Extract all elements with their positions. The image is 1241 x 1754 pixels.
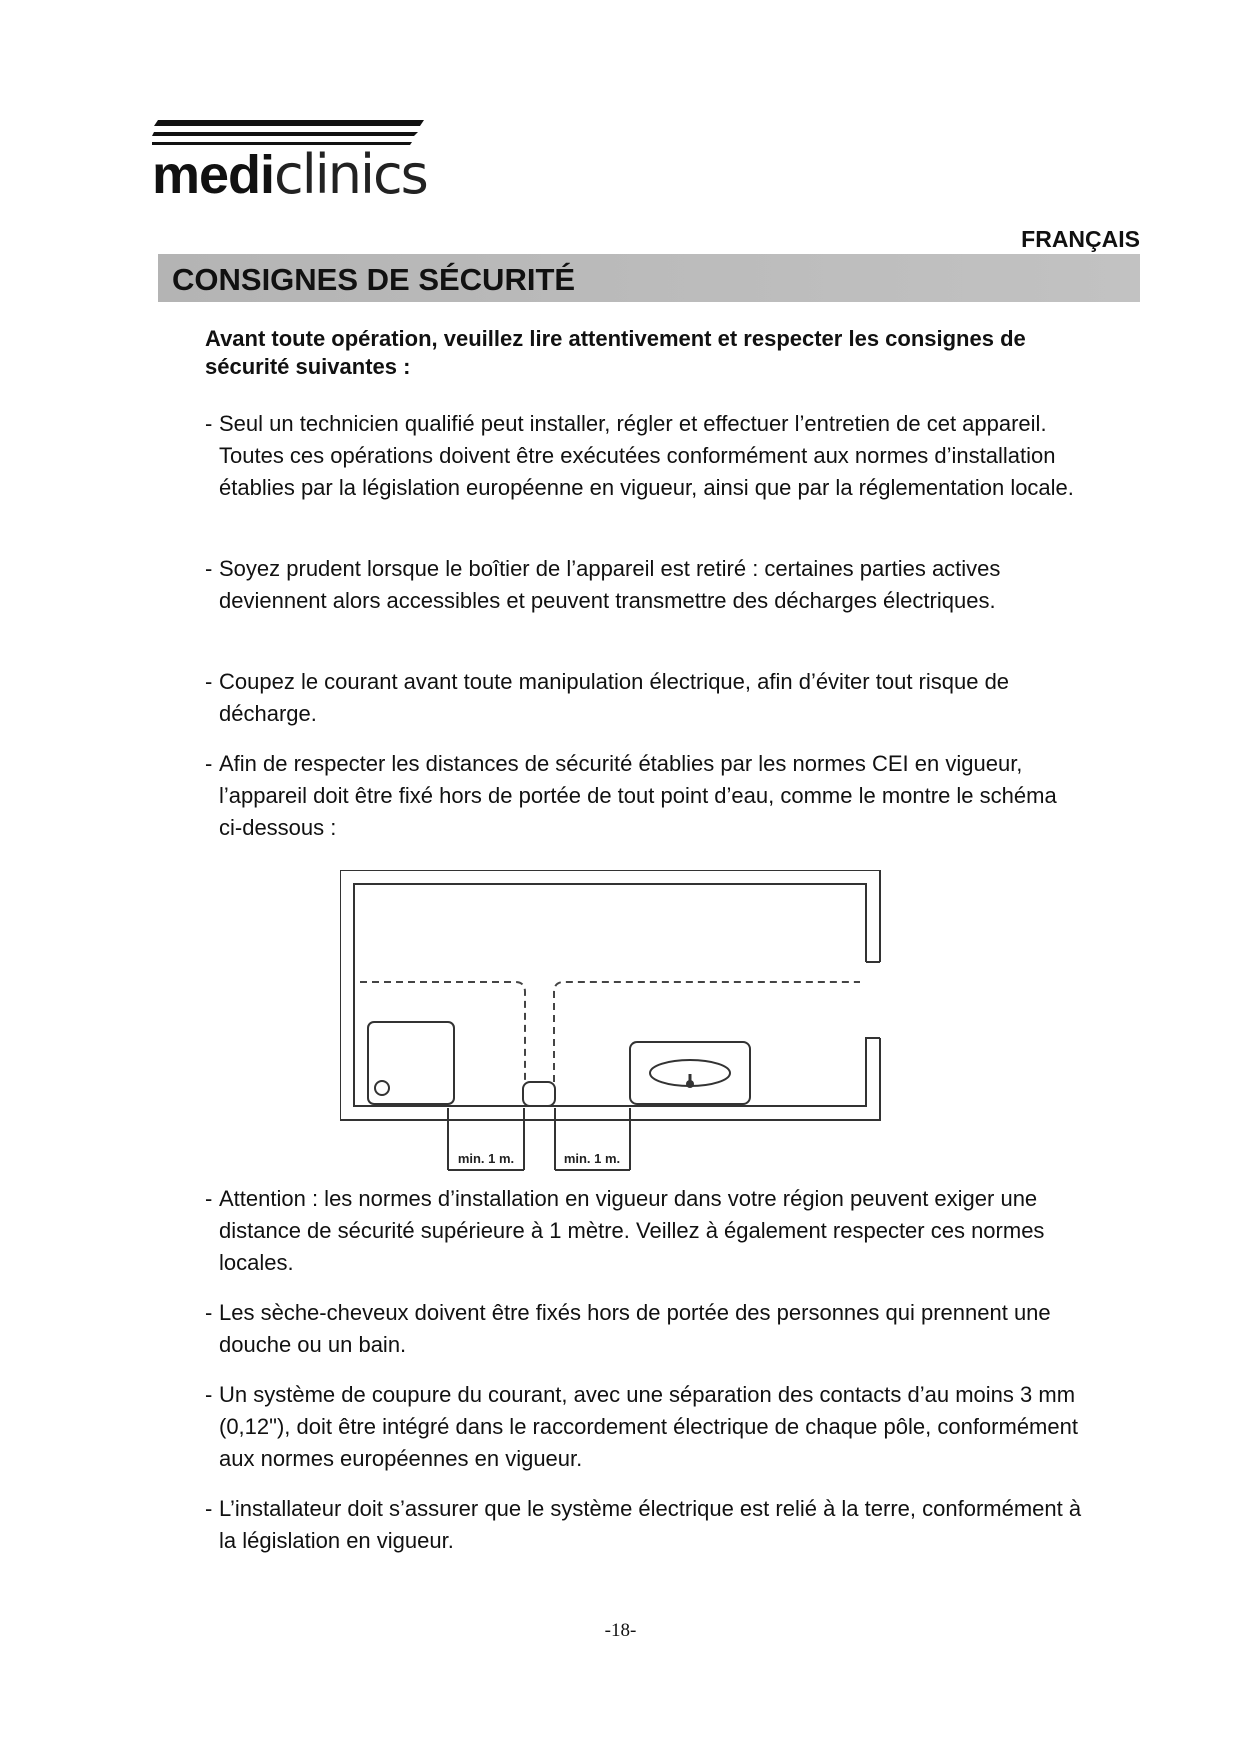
shower-drain [375,1081,389,1095]
safety-item-2 [205,553,1085,617]
safety-item-3 [205,666,1085,730]
bullet-dash: - [205,556,213,581]
mediclinics-logo [152,118,432,208]
safety-item-text: Un système de coupure du courant, avec une séparation des contacts d’au moins 3 mm (0,12"), doit être intégré dans le raccordement électrique de chaque pôle, conformément aux normes européennes en vigueur. [219,1382,1078,1471]
safety-item-text: Afin de respecter les distances de sécurité établies par les normes CEI en vigueur, l’appareil doit être fixé hors de portée de tout point d’eau, comme le montre le schéma ci-dessous : [219,751,1057,840]
distance-label-left: min. 1 m. [457,1151,515,1166]
safety-item-1 [205,408,1085,504]
bullet-dash: - [205,669,213,694]
safety-item-text: Coupez le courant avant toute manipulation électrique, afin d’éviter tout risque de décharge. [219,669,1010,726]
logo-wordmark [152,143,427,206]
safety-item-text: Seul un technicien qualifié peut installer, régler et effectuer l’entretien de cet appareil. Toutes ces opérations doivent être exécutées conformément aux normes d’installation établies par la législation européenne en vigueur, ainsi que par la réglementation locale. [219,411,1074,500]
safety-item-5 [205,1183,1085,1279]
safety-item-7 [205,1379,1085,1475]
section-title: CONSIGNES DE SÉCURITÉ [172,262,576,297]
hair-dryer-unit [523,1082,555,1106]
safety-item-4 [205,748,1085,844]
logo-text-light: clinics [274,143,427,206]
intro-text: Avant toute opération, veuillez lire attentivement et respecter les consignes de sécurité suivantes : [205,326,1026,379]
bullet-dash: - [205,1496,213,1521]
section-title-bar [158,254,1140,302]
safety-item-8 [205,1493,1085,1557]
bullet-dash: - [205,1186,213,1211]
page-number: -18- [604,1620,637,1641]
bathroom-distance-diagram [340,870,900,1185]
logo-text-bold: medi [152,145,275,205]
diagram-svg [340,870,900,1185]
bullet-dash: - [205,751,213,776]
safety-item-text: L’installateur doit s’assurer que le système électrique est relié à la terre, conformément à la législation en vigueur. [219,1496,1082,1553]
safety-item-text: Soyez prudent lorsque le boîtier de l’appareil est retiré : certaines parties actives deviennent alors accessibles et peuvent transmettre des décharges électriques. [219,556,1001,613]
bullet-dash: - [205,1382,213,1407]
safety-item-6 [205,1297,1085,1361]
language-label: FRANÇAIS [1021,226,1140,252]
bullet-dash: - [205,411,213,436]
bullet-dash: - [205,1300,213,1325]
safety-item-text: Les sèche-cheveux doivent être fixés hors de portée des personnes qui prennent une douche ou un bain. [219,1300,1051,1357]
distance-label-right: min. 1 m. [563,1151,621,1166]
safety-item-text: Attention : les normes d’installation en vigueur dans votre région peuvent exiger une distance de sécurité supérieure à 1 mètre. Veillez à également respecter ces normes locales. [219,1186,1045,1275]
